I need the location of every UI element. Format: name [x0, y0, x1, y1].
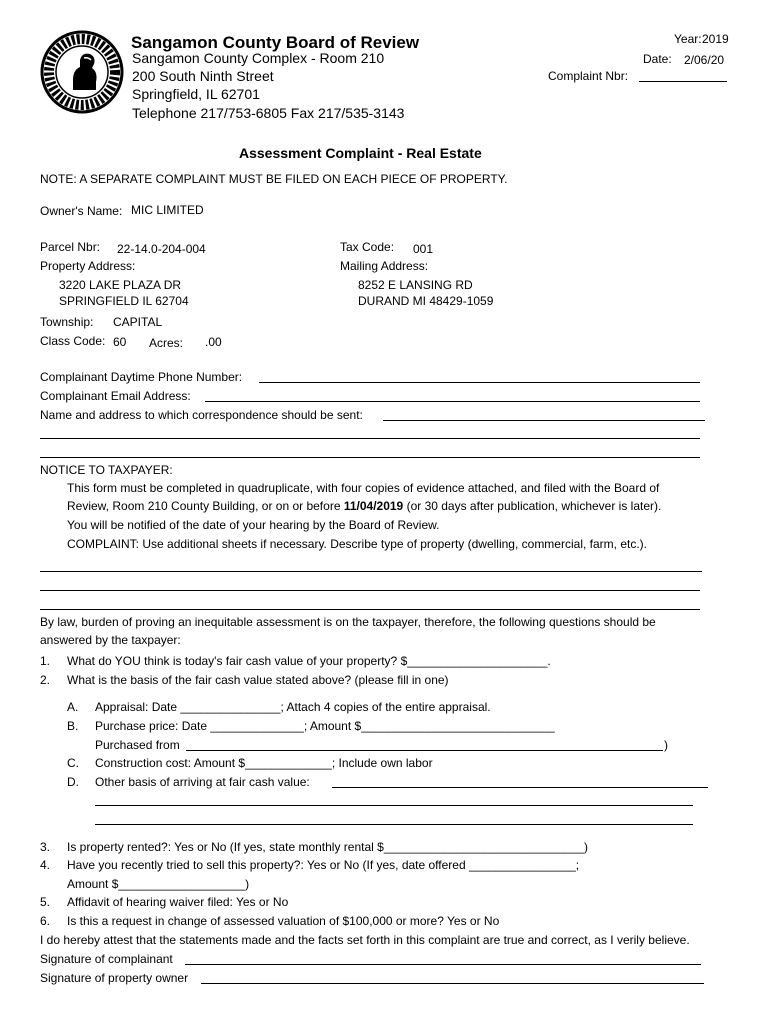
- notice-line3: You will be notified of the date of your hearing by the Board of Review.: [67, 518, 440, 532]
- option-d-other-basis: Other basis of arriving at fair cash value:: [95, 775, 310, 789]
- property-address-line1: 3220 LAKE PLAZA DR: [59, 278, 182, 292]
- attestation-statement: I do hereby attest that the statements made and the facts set forth in this complaint are true and correct, as I verily believe.: [40, 933, 690, 947]
- township-value: CAPITAL: [113, 315, 163, 329]
- question-4-number: 4.: [40, 858, 51, 872]
- notice-heading: NOTICE TO TAXPAYER:: [40, 463, 173, 477]
- option-c-letter: C.: [67, 756, 79, 770]
- county-seal: [40, 30, 124, 114]
- option-a-letter: A.: [67, 700, 79, 714]
- form-title: Assessment Complaint - Real Estate: [239, 145, 482, 161]
- class-code-label: Class Code:: [40, 334, 106, 348]
- signature-complainant-field[interactable]: [185, 964, 701, 965]
- complaint-instructions: COMPLAINT: Use additional sheets if necessary. Describe type of property (dwelling, commercial, farm, etc.).: [67, 537, 647, 551]
- complaint-number-label: Complaint Nbr:: [548, 69, 629, 83]
- seal-icon: [40, 30, 124, 114]
- property-address-label: Property Address:: [40, 259, 136, 273]
- separate-complaint-note: NOTE: A SEPARATE COMPLAINT MUST BE FILED ON EACH PIECE OF PROPERTY.: [40, 172, 508, 186]
- correspondence-label: Name and address to which correspondence should be sent:: [40, 408, 363, 422]
- question-4: Have you recently tried to sell this property?: Yes or No (If yes, date offered ________________;: [67, 858, 580, 872]
- question-4-amount: Amount $___________________): [67, 877, 250, 891]
- tax-code-label: Tax Code:: [340, 240, 395, 254]
- org-name: Sangamon County Board of Review: [131, 33, 420, 52]
- acres-label: Acres:: [149, 336, 184, 350]
- signature-complainant-label: Signature of complainant: [40, 952, 173, 966]
- owner-name-label: Owner's Name:: [40, 204, 123, 218]
- complaint-description-line1[interactable]: [40, 571, 702, 572]
- notice-line1: This form must be completed in quadruplicate, with four copies of evidence attached, and filed with the Board of: [67, 481, 660, 495]
- parcel-number-value: 22-14.0-204-004: [117, 242, 206, 256]
- org-address-line1: Sangamon County Complex - Room 210: [132, 50, 385, 66]
- org-address-line3: Springfield, IL 62701: [132, 86, 260, 102]
- filing-deadline: 11/04/2019: [343, 499, 404, 513]
- owner-name-value: MIC LIMITED: [131, 203, 204, 217]
- purchased-from-close: ): [664, 738, 668, 752]
- question-3-number: 3.: [40, 840, 51, 854]
- complaint-description-line3[interactable]: [40, 609, 700, 610]
- township-label: Township:: [40, 315, 94, 329]
- other-basis-field-line3[interactable]: [95, 824, 693, 825]
- purchased-from-label: Purchased from: [95, 738, 180, 752]
- year-label: Year:: [674, 32, 702, 46]
- email-address-label: Complainant Email Address:: [40, 389, 191, 403]
- other-basis-field[interactable]: [332, 787, 708, 788]
- option-a-appraisal: Appraisal: Date _______________; Attach 4 copies of the entire appraisal.: [95, 700, 491, 714]
- property-address-line2: SPRINGFIELD IL 62704: [59, 294, 189, 308]
- email-address-field[interactable]: [205, 401, 700, 402]
- mailing-address-line2: DURAND MI 48429-1059: [358, 294, 494, 308]
- daytime-phone-label: Complainant Daytime Phone Number:: [40, 370, 243, 384]
- question-5: Affidavit of hearing waiver filed: Yes or No: [67, 895, 289, 909]
- question-5-number: 5.: [40, 895, 51, 909]
- burden-intro-line1: By law, burden of proving an inequitable assessment is on the taxpayer, therefore, the following questions should be: [40, 615, 656, 629]
- correspondence-field[interactable]: [383, 420, 705, 421]
- question-2-number: 2.: [40, 673, 51, 687]
- daytime-phone-field[interactable]: [259, 382, 700, 383]
- class-code-value: 60: [113, 335, 127, 349]
- option-b-letter: B.: [67, 719, 79, 733]
- question-6-number: 6.: [40, 914, 51, 928]
- date-value: 2/06/20: [684, 53, 725, 67]
- org-address-line2: 200 South Ninth Street: [132, 68, 274, 84]
- question-3: Is property rented?: Yes or No (If yes, state monthly rental $______________________________): [67, 840, 589, 854]
- acres-value: .00: [205, 335, 222, 349]
- purchased-from-field[interactable]: [186, 750, 663, 751]
- complaint-number-field[interactable]: [639, 81, 727, 82]
- question-1: What do YOU think is today's fair cash value of your property? $_____________________.: [67, 654, 551, 668]
- signature-owner-field[interactable]: [201, 983, 704, 984]
- correspondence-field-line2[interactable]: [40, 438, 700, 439]
- complaint-description-line2[interactable]: [40, 590, 700, 591]
- signature-owner-label: Signature of property owner: [40, 971, 189, 985]
- option-c-construction: Construction cost: Amount $_____________; Include own labor: [95, 756, 433, 770]
- question-6: Is this a request in change of assessed valuation of $100,000 or more? Yes or No: [67, 914, 500, 928]
- burden-intro-line2: answered by the taxpayer:: [40, 633, 181, 647]
- mailing-address-label: Mailing Address:: [340, 259, 429, 273]
- question-1-number: 1.: [40, 654, 51, 668]
- other-basis-field-line2[interactable]: [95, 805, 693, 806]
- year-value: 2019: [702, 32, 729, 46]
- date-label: Date:: [643, 52, 672, 66]
- option-b-purchase: Purchase price: Date ______________; Amount $_____________________________: [95, 719, 555, 733]
- parcel-number-label: Parcel Nbr:: [40, 240, 101, 254]
- tax-code-value: 001: [413, 242, 434, 256]
- notice-line2-pre: Review, Room 210 County Building, or on or before: [67, 499, 344, 513]
- notice-line2-post: (or 30 days after publication, whichever is later).: [403, 499, 662, 513]
- notice-line2: [67, 499, 661, 513]
- org-phone-fax: Telephone 217/753-6805 Fax 217/535-3143: [132, 105, 405, 121]
- option-d-letter: D.: [67, 775, 79, 789]
- correspondence-field-line3[interactable]: [40, 457, 700, 458]
- question-2: What is the basis of the fair cash value stated above? (please fill in one): [67, 673, 449, 687]
- mailing-address-line1: 8252 E LANSING RD: [358, 278, 473, 292]
